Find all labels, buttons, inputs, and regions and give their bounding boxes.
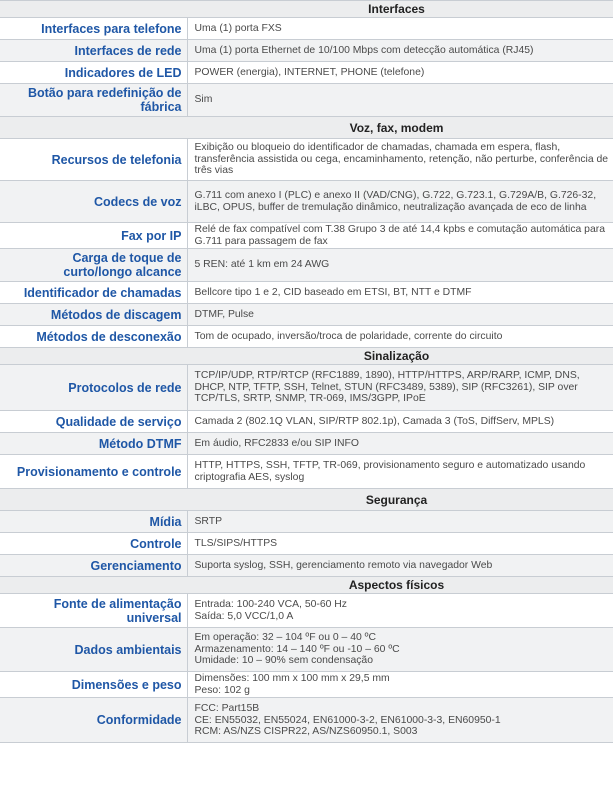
spec-row (0, 249, 613, 282)
spec-label: Interfaces para telefone (0, 18, 187, 40)
spec-value: TCP/IP/UDP, RTP/RTCP (RFC1889, 1890), HTTP/HTTPS, ARP/RARP, ICMP, DNS, DHCP, NTP, TFTP, SSH, Telnet, STUN (RFC3489, 5389), SIP (RFC3261), SIP over TCP/TLS, SRTP, SNMP, TR-069, IMS/3GPP, IPoE (187, 365, 613, 411)
spec-value: Suporta syslog, SSH, gerenciamento remoto via navegador Web (187, 555, 613, 577)
spec-row (0, 84, 613, 117)
spec-label: Dimensões e peso (0, 672, 187, 698)
spec-value: G.711 com anexo I (PLC) e anexo II (VAD/CNG), G.722, G.723.1, G.729A/B, G.726-32, iLBC, OPUS, buffer de tremulação dinâmico, neutralização avançada de eco de linha (187, 181, 613, 223)
spec-value: Bellcore tipo 1 e 2, CID baseado em ETSI, BT, NTT e DTMF (187, 282, 613, 304)
spec-label: Método DTMF (0, 433, 187, 455)
section-title: Sinalização (363, 349, 430, 364)
spec-row (0, 672, 613, 698)
spec-value-line: Saída: 5,0 VCC/1,0 A (194, 610, 294, 622)
spec-label: Métodos de discagem (0, 304, 187, 326)
section-title: Voz, fax, modem (349, 120, 444, 135)
spec-value: Exibição ou bloqueio do identificador de chamadas, chamada em espera, flash, transferência assistida ou cega, encaminhamento, retenção, não perturbe, conferência de três vias (187, 139, 613, 181)
spec-row (0, 18, 613, 40)
spec-value-line: Armazenamento: 14 – 140 ºF ou -10 – 60 ºC (194, 643, 400, 655)
spec-row (0, 411, 613, 433)
spec-value: Camada 2 (802.1Q VLAN, SIP/RTP 802.1p), Camada 3 (ToS, DiffServ, MPLS) (187, 411, 613, 433)
spec-value (187, 672, 613, 698)
spec-value-line: FCC: Part15B (194, 702, 260, 714)
spec-value-line: RCM: AS/NZS CISPR22, AS/NZS60950.1, S003 (194, 726, 418, 738)
spec-label: Controle (0, 533, 187, 555)
spec-row (0, 698, 613, 743)
section-header (0, 577, 613, 594)
spec-row (0, 326, 613, 348)
spec-row (0, 223, 613, 249)
spec-value: Sim (187, 84, 613, 117)
spec-value: DTMF, Pulse (187, 304, 613, 326)
spec-label: Fax por IP (0, 223, 187, 249)
spec-value: Tom de ocupado, inversão/troca de polaridade, corrente do circuito (187, 326, 613, 348)
spec-value: Uma (1) porta Ethernet de 10/100 Mbps com detecção automática (RJ45) (187, 40, 613, 62)
spec-value-line: CE: EN55032, EN55024, EN61000-3-2, EN61000-3-3, EN60950-1 (194, 714, 501, 726)
spec-label: Carga de toque de curto/longo alcance (0, 249, 187, 282)
spec-label: Codecs de voz (0, 181, 187, 223)
spec-label: Botão para redefinição de fábrica (0, 84, 187, 117)
section-title-cell (0, 348, 613, 365)
section-header (0, 489, 613, 511)
spec-value: Em áudio, RFC2833 e/ou SIP INFO (187, 433, 613, 455)
spec-value: TLS/SIPS/HTTPS (187, 533, 613, 555)
spec-label: Identificador de chamadas (0, 282, 187, 304)
section-title-cell (0, 489, 613, 511)
spec-value: Relé de fax compatível com T.38 Grupo 3 de até 14,4 kpbs e comutação automática para G.711 para passagem de fax (187, 223, 613, 249)
spec-label: Recursos de telefonia (0, 139, 187, 181)
spec-label: Qualidade de serviço (0, 411, 187, 433)
spec-value (187, 594, 613, 628)
spec-row (0, 365, 613, 411)
spec-row (0, 282, 613, 304)
spec-row (0, 628, 613, 672)
spec-value (187, 628, 613, 672)
spec-row (0, 511, 613, 533)
spec-label: Dados ambientais (0, 628, 187, 672)
spec-row (0, 433, 613, 455)
spec-row (0, 555, 613, 577)
spec-label: Interfaces de rede (0, 40, 187, 62)
section-title: Segurança (365, 492, 428, 507)
spec-label: Protocolos de rede (0, 365, 187, 411)
spec-row (0, 62, 613, 84)
spec-label: Indicadores de LED (0, 62, 187, 84)
section-title-cell (0, 1, 613, 18)
spec-row (0, 455, 613, 489)
spec-label: Gerenciamento (0, 555, 187, 577)
spec-value-line: Peso: 102 g (194, 684, 250, 696)
spec-value: 5 REN: até 1 km em 24 AWG (187, 249, 613, 282)
spec-table-body (0, 1, 613, 743)
section-title: Aspectos físicos (348, 578, 445, 593)
spec-label: Provisionamento e controle (0, 455, 187, 489)
section-header (0, 117, 613, 139)
spec-label: Mídia (0, 511, 187, 533)
spec-label: Conformidade (0, 698, 187, 743)
spec-row (0, 594, 613, 628)
section-header (0, 1, 613, 18)
spec-row (0, 40, 613, 62)
spec-value-line: Dimensões: 100 mm x 100 mm x 29,5 mm (194, 673, 390, 685)
spec-value: HTTP, HTTPS, SSH, TFTP, TR-069, provisionamento seguro e automatizado usando criptografia AES, syslog (187, 455, 613, 489)
spec-value: SRTP (187, 511, 613, 533)
section-title-cell (0, 117, 613, 139)
spec-label: Fonte de alimentação universal (0, 594, 187, 628)
spec-row (0, 304, 613, 326)
spec-value: POWER (energia), INTERNET, PHONE (telefone) (187, 62, 613, 84)
section-header (0, 348, 613, 365)
spec-value-line: Em operação: 32 – 104 ºF ou 0 – 40 ºC (194, 632, 376, 644)
spec-row (0, 181, 613, 223)
spec-row (0, 139, 613, 181)
spec-value: Uma (1) porta FXS (187, 18, 613, 40)
spec-label: Métodos de desconexão (0, 326, 187, 348)
spec-value-line: Umidade: 10 – 90% sem condensação (194, 655, 373, 667)
spec-value (187, 698, 613, 743)
spec-row (0, 533, 613, 555)
section-title: Interfaces (368, 2, 425, 16)
spec-value-line: Entrada: 100-240 VCA, 50-60 Hz (194, 599, 347, 611)
section-title-cell (0, 577, 613, 594)
